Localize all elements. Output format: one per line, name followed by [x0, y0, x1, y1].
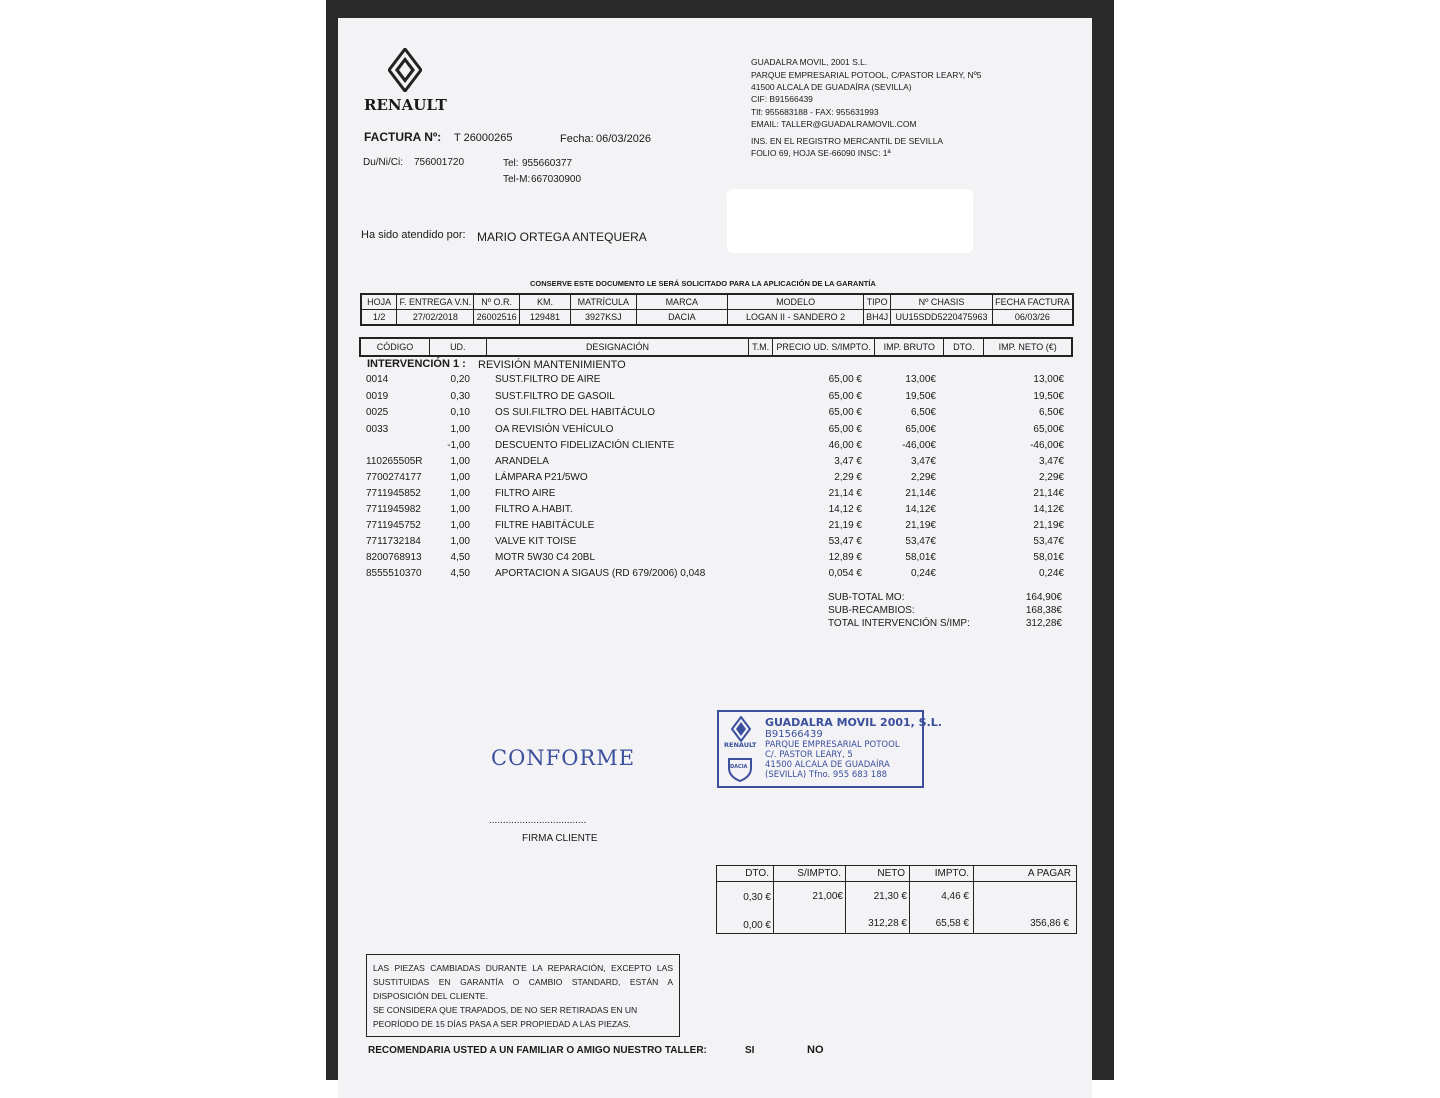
brand-name: RENAULT [364, 96, 447, 114]
item-desc: DESCUENTO FIDELIZACIÓN CLIENTE [495, 440, 675, 451]
vehicle-value-row [361, 310, 1073, 326]
item-ud: 0,20 [450, 374, 470, 385]
item-gross: 53,47€ [905, 536, 936, 547]
stamp-title: GUADALRA MOVIL 2001, S.L. [765, 716, 942, 729]
item-desc: MOTR 5W30 C4 20BL [495, 552, 596, 563]
item-desc: FILTRO A.HABIT. [495, 504, 573, 515]
totals-col-sep [973, 866, 974, 933]
invoice-date: 06/03/2026 [596, 133, 652, 145]
vehicle-value-cell: DACIA [636, 310, 728, 326]
item-net: -46,00€ [1030, 440, 1064, 451]
item-net: 13,00€ [1033, 374, 1064, 385]
subtotal-value: 168,38€ [1025, 605, 1062, 616]
item-net: 53,47€ [1033, 536, 1064, 547]
list-item [0, 424, 1440, 440]
item-price: 2,29 € [834, 472, 862, 483]
vehicle-header-cell: KM. [519, 294, 570, 310]
totals-cell: 21,30 € [873, 891, 907, 902]
list-item [0, 520, 1440, 536]
list-item [0, 407, 1440, 423]
totals-cell: 21,00€ [812, 891, 843, 902]
item-price: 3,47 € [834, 456, 862, 467]
item-ud: 0,10 [450, 407, 470, 418]
list-item [0, 456, 1440, 472]
vehicle-header-cell: MARCA [636, 294, 728, 310]
item-price: 65,00 € [828, 374, 862, 385]
stamp-brand: RENAULT [724, 741, 757, 749]
item-ud: 4,50 [450, 568, 470, 579]
vehicle-header-row [361, 294, 1073, 310]
item-ud: 1,00 [450, 472, 470, 483]
item-code: 110265505R [366, 456, 423, 467]
vehicle-value-cell: 27/02/2018 [397, 310, 474, 326]
item-net: 3,47€ [1038, 456, 1064, 467]
item-net: 14,12€ [1033, 504, 1064, 515]
disclaimer-text: SE CONSIDERA QUE TRAPADOS, DE NO SER RETIRADAS EN UN PEORÍODO DE 15 DÍAS PASA A SER PROPIEDAD A LAS PIEZAS. [373, 1005, 638, 1029]
subtotal-label: SUB-RECAMBIOS: [828, 605, 915, 616]
vehicle-value-cell: 3927KSJ [571, 310, 636, 326]
company-stamp [717, 710, 942, 788]
vehicle-table [360, 293, 1074, 326]
stamp-line: C/. PASTOR LEARY, 5 [765, 750, 853, 760]
item-gross: 6,50€ [910, 407, 936, 418]
item-price: 65,00 € [828, 424, 862, 435]
item-price: 46,00 € [828, 440, 862, 451]
company-line: PARQUE EMPRESARIAL POTOOL, C/PASTOR LEARY, Nº5 [751, 70, 982, 80]
items-header-row [360, 338, 1072, 356]
item-net: 21,19€ [1033, 520, 1064, 531]
conforme-mark: CONFORME [491, 746, 636, 770]
items-header-cell: IMP. BRUTO [875, 338, 944, 356]
item-code: 7711945852 [366, 488, 421, 499]
vehicle-header-cell: Nº CHASIS [891, 294, 993, 310]
vehicle-header-cell: Nº O.R. [474, 294, 519, 310]
id-value: 756001720 [414, 157, 465, 168]
item-price: 53,47 € [828, 536, 862, 547]
item-code: 7711945982 [366, 504, 421, 515]
item-price: 65,00 € [828, 407, 862, 418]
item-gross: 65,00€ [905, 424, 936, 435]
item-ud: 0,30 [450, 391, 470, 402]
stamp-cif: B91566439 [765, 729, 823, 740]
items-header-cell: DESIGNACIÓN [486, 338, 749, 356]
recommend-no[interactable]: NO [807, 1044, 824, 1056]
totals-cell: 65,58 € [935, 918, 969, 929]
items-header-cell: UD. [430, 338, 487, 356]
disclaimer-box [366, 954, 680, 1037]
date-label: Fecha: [560, 133, 594, 145]
item-net: 0,24€ [1038, 568, 1064, 579]
item-ud: 1,00 [450, 456, 470, 467]
item-desc: APORTACION A SIGAUS (RD 679/2006) 0,048 [495, 568, 706, 579]
telm-value: 667030900 [531, 174, 582, 185]
item-desc: VALVE KIT TOISE [495, 536, 577, 547]
item-code: 7711732184 [366, 536, 421, 547]
subtotal-label: TOTAL INTERVENCIÓN S/IMP: [828, 618, 970, 629]
item-price: 65,00 € [828, 391, 862, 402]
item-net: 21,14€ [1033, 488, 1064, 499]
vehicle-value-cell: 26002516 [474, 310, 519, 326]
tel-label: Tel: [503, 158, 519, 169]
item-code: 8200768913 [366, 552, 422, 563]
item-ud: 1,00 [450, 504, 470, 515]
items-header-cell: PRECIO UD. S/IMPTO. [772, 338, 874, 356]
list-item [0, 504, 1440, 520]
vehicle-header-cell: FECHA FACTURA [992, 294, 1073, 310]
item-gross: 21,19€ [905, 520, 936, 531]
subtotal-value: 164,90€ [1025, 592, 1062, 603]
item-gross: 58,01€ [905, 552, 936, 563]
stamp-line: (SEVILLA) Tfno. 955 683 188 [765, 770, 888, 780]
items-header-cell: DTO. [944, 338, 984, 356]
totals-divider [717, 881, 1076, 882]
vehicle-header-cell: MODELO [728, 294, 864, 310]
totals-col-sep [773, 866, 774, 933]
attended-name: MARIO ORTEGA ANTEQUERA [477, 230, 647, 244]
warranty-note: CONSERVE ESTE DOCUMENTO LE SERÁ SOLICITADO PARA LA APLICACIÓN DE LA GARANTÍA [530, 279, 876, 288]
totals-header: DTO. [745, 868, 769, 879]
item-code: 0025 [366, 407, 389, 418]
tel-value: 955660377 [522, 158, 573, 169]
vehicle-value-cell: 1/2 [361, 310, 397, 326]
totals-header: NETO [877, 868, 905, 879]
stamp-brand-dacia: DACIA [730, 764, 748, 770]
invoice-number: T 26000265 [454, 132, 513, 144]
items-header-cell: IMP. NETO (€) [984, 338, 1072, 356]
signature-line: ................................... [489, 815, 587, 826]
totals-cell: 356,86 € [1030, 918, 1069, 929]
totals-header: IMPTO. [934, 868, 969, 879]
list-item [0, 374, 1440, 390]
item-code: 8555510370 [366, 568, 422, 579]
totals-col-sep [909, 866, 910, 933]
item-gross: 19,50€ [905, 391, 936, 402]
item-gross: 2,29€ [910, 472, 936, 483]
list-item [0, 552, 1440, 568]
company-line: EMAIL: TALLER@GUADALRAMOVIL.COM [751, 119, 917, 129]
subtotal-label: SUB-TOTAL MO: [828, 592, 905, 603]
attended-label: Ha sido atendido por: [361, 229, 466, 241]
renault-diamond-icon [731, 716, 751, 742]
totals-cell: 0,30 € [743, 892, 771, 903]
item-gross: 0,24€ [910, 568, 936, 579]
totals-cell: 4,46 € [941, 891, 969, 902]
vehicle-value-cell: LOGAN II - SANDERO 2 [728, 310, 864, 326]
subtotal-value: 312,28€ [1025, 618, 1062, 629]
item-price: 21,14 € [828, 488, 862, 499]
totals-table [716, 865, 1077, 934]
item-gross: 3,47€ [910, 456, 936, 467]
item-code: 0014 [366, 374, 389, 385]
item-code: 0033 [366, 424, 389, 435]
vehicle-header-cell: HOJA [361, 294, 397, 310]
vehicle-value-cell: UU15SDD5220475963 [891, 310, 993, 326]
item-price: 14,12 € [828, 504, 862, 515]
renault-diamond-icon [388, 48, 422, 92]
intervention-title: REVISIÓN MANTENIMIENTO [478, 359, 626, 371]
item-ud: 1,00 [450, 520, 470, 531]
intervention-label: INTERVENCIÓN 1 : [367, 358, 466, 370]
telm-label: Tel-M: [503, 174, 531, 185]
company-line: INS. EN EL REGISTRO MERCANTIL DE SEVILLA [751, 136, 944, 146]
item-net: 19,50€ [1033, 391, 1064, 402]
company-line: 41500 ALCALA DE GUADAÍRA (SEVILLA) [751, 82, 912, 92]
list-item [0, 568, 1440, 584]
company-line: FOLIO 69, HOJA SE-66090 INSC: 1ª [751, 148, 891, 158]
company-line: Tlf: 955683188 - FAX: 955631993 [751, 107, 879, 117]
company-line: GUADALRA MOVIL, 2001 S.L. [751, 57, 868, 67]
items-header-cell: CÓDIGO [360, 338, 430, 356]
stamp-line: 41500 ALCALA DE GUADAÍRA [765, 760, 890, 770]
item-net: 65,00€ [1033, 424, 1064, 435]
totals-cell: 312,28 € [868, 918, 907, 929]
item-net: 6,50€ [1038, 407, 1064, 418]
item-price: 0,054 € [828, 568, 862, 579]
list-item [0, 440, 1440, 456]
item-desc: OA REVISIÓN VEHÍCULO [495, 424, 614, 435]
item-ud: 4,50 [450, 552, 470, 563]
id-label: Du/Ni/Ci: [363, 157, 404, 168]
signature-label: FIRMA CLIENTE [522, 833, 598, 844]
recommend-question: RECOMENDARIA USTED A UN FAMILIAR O AMIGO NUESTRO TALLER: [368, 1045, 707, 1056]
list-item [0, 391, 1440, 407]
recommend-yes[interactable]: SI [745, 1045, 755, 1056]
items-header-cell: T.M. [749, 338, 773, 356]
item-ud: 1,00 [450, 488, 470, 499]
totals-header: A PAGAR [1027, 868, 1071, 879]
list-item [0, 536, 1440, 552]
vehicle-value-cell: BH4J [864, 310, 891, 326]
vehicle-header-cell: MATRÍCULA [571, 294, 636, 310]
totals-col-sep [845, 866, 846, 933]
item-desc: FILTRE HABITÁCULE [495, 520, 595, 531]
item-desc: OS SUI.FILTRO DEL HABITÁCULO [495, 407, 656, 418]
item-code: 7700274177 [366, 472, 422, 483]
totals-header: S/IMPTO. [797, 868, 841, 879]
vehicle-header-cell: TIPO [864, 294, 891, 310]
item-net: 58,01€ [1033, 552, 1064, 563]
company-line: CIF: B91566439 [751, 94, 813, 104]
item-gross: 13,00€ [905, 374, 936, 385]
disclaimer-text: LAS PIEZAS CAMBIADAS DURANTE LA REPARACIÓN, EXCEPTO LAS SUSTITUIDAS EN GARANTÍA O CAMBIO STANDARD, ESTÁN A DISPOSICIÓN DEL CLIENTE. [373, 963, 673, 1001]
item-desc: ARANDELA [495, 456, 549, 467]
invoice-label: FACTURA Nº: [364, 130, 442, 144]
item-code: 0019 [366, 391, 389, 402]
item-ud: 1,00 [450, 536, 470, 547]
item-desc: SUST.FILTRO DE AIRE [495, 374, 601, 385]
item-gross: 21,14€ [905, 488, 936, 499]
vehicle-value-cell: 06/03/26 [992, 310, 1073, 326]
vehicle-value-cell: 129481 [519, 310, 570, 326]
item-desc: SUST.FILTRO DE GASOIL [495, 391, 615, 402]
item-desc: LÁMPARA P21/5WO [495, 472, 588, 483]
item-desc: FILTRO AIRE [495, 488, 556, 499]
item-code: 7711945752 [366, 520, 421, 531]
redacted-box [727, 189, 973, 253]
list-item [0, 472, 1440, 488]
item-ud: -1,00 [447, 440, 470, 451]
list-item [0, 488, 1440, 504]
item-ud: 1,00 [450, 424, 470, 435]
item-gross: 14,12€ [905, 504, 936, 515]
item-price: 12,89 € [828, 552, 862, 563]
item-net: 2,29€ [1038, 472, 1064, 483]
vehicle-header-cell: F. ENTREGA V.N. [397, 294, 474, 310]
totals-cell: 0,00 € [743, 920, 771, 931]
stamp-line: PARQUE EMPRESARIAL POTOOL [765, 740, 900, 750]
item-gross: -46,00€ [902, 440, 936, 451]
item-price: 21,19 € [828, 520, 862, 531]
items-header-table [359, 337, 1073, 357]
